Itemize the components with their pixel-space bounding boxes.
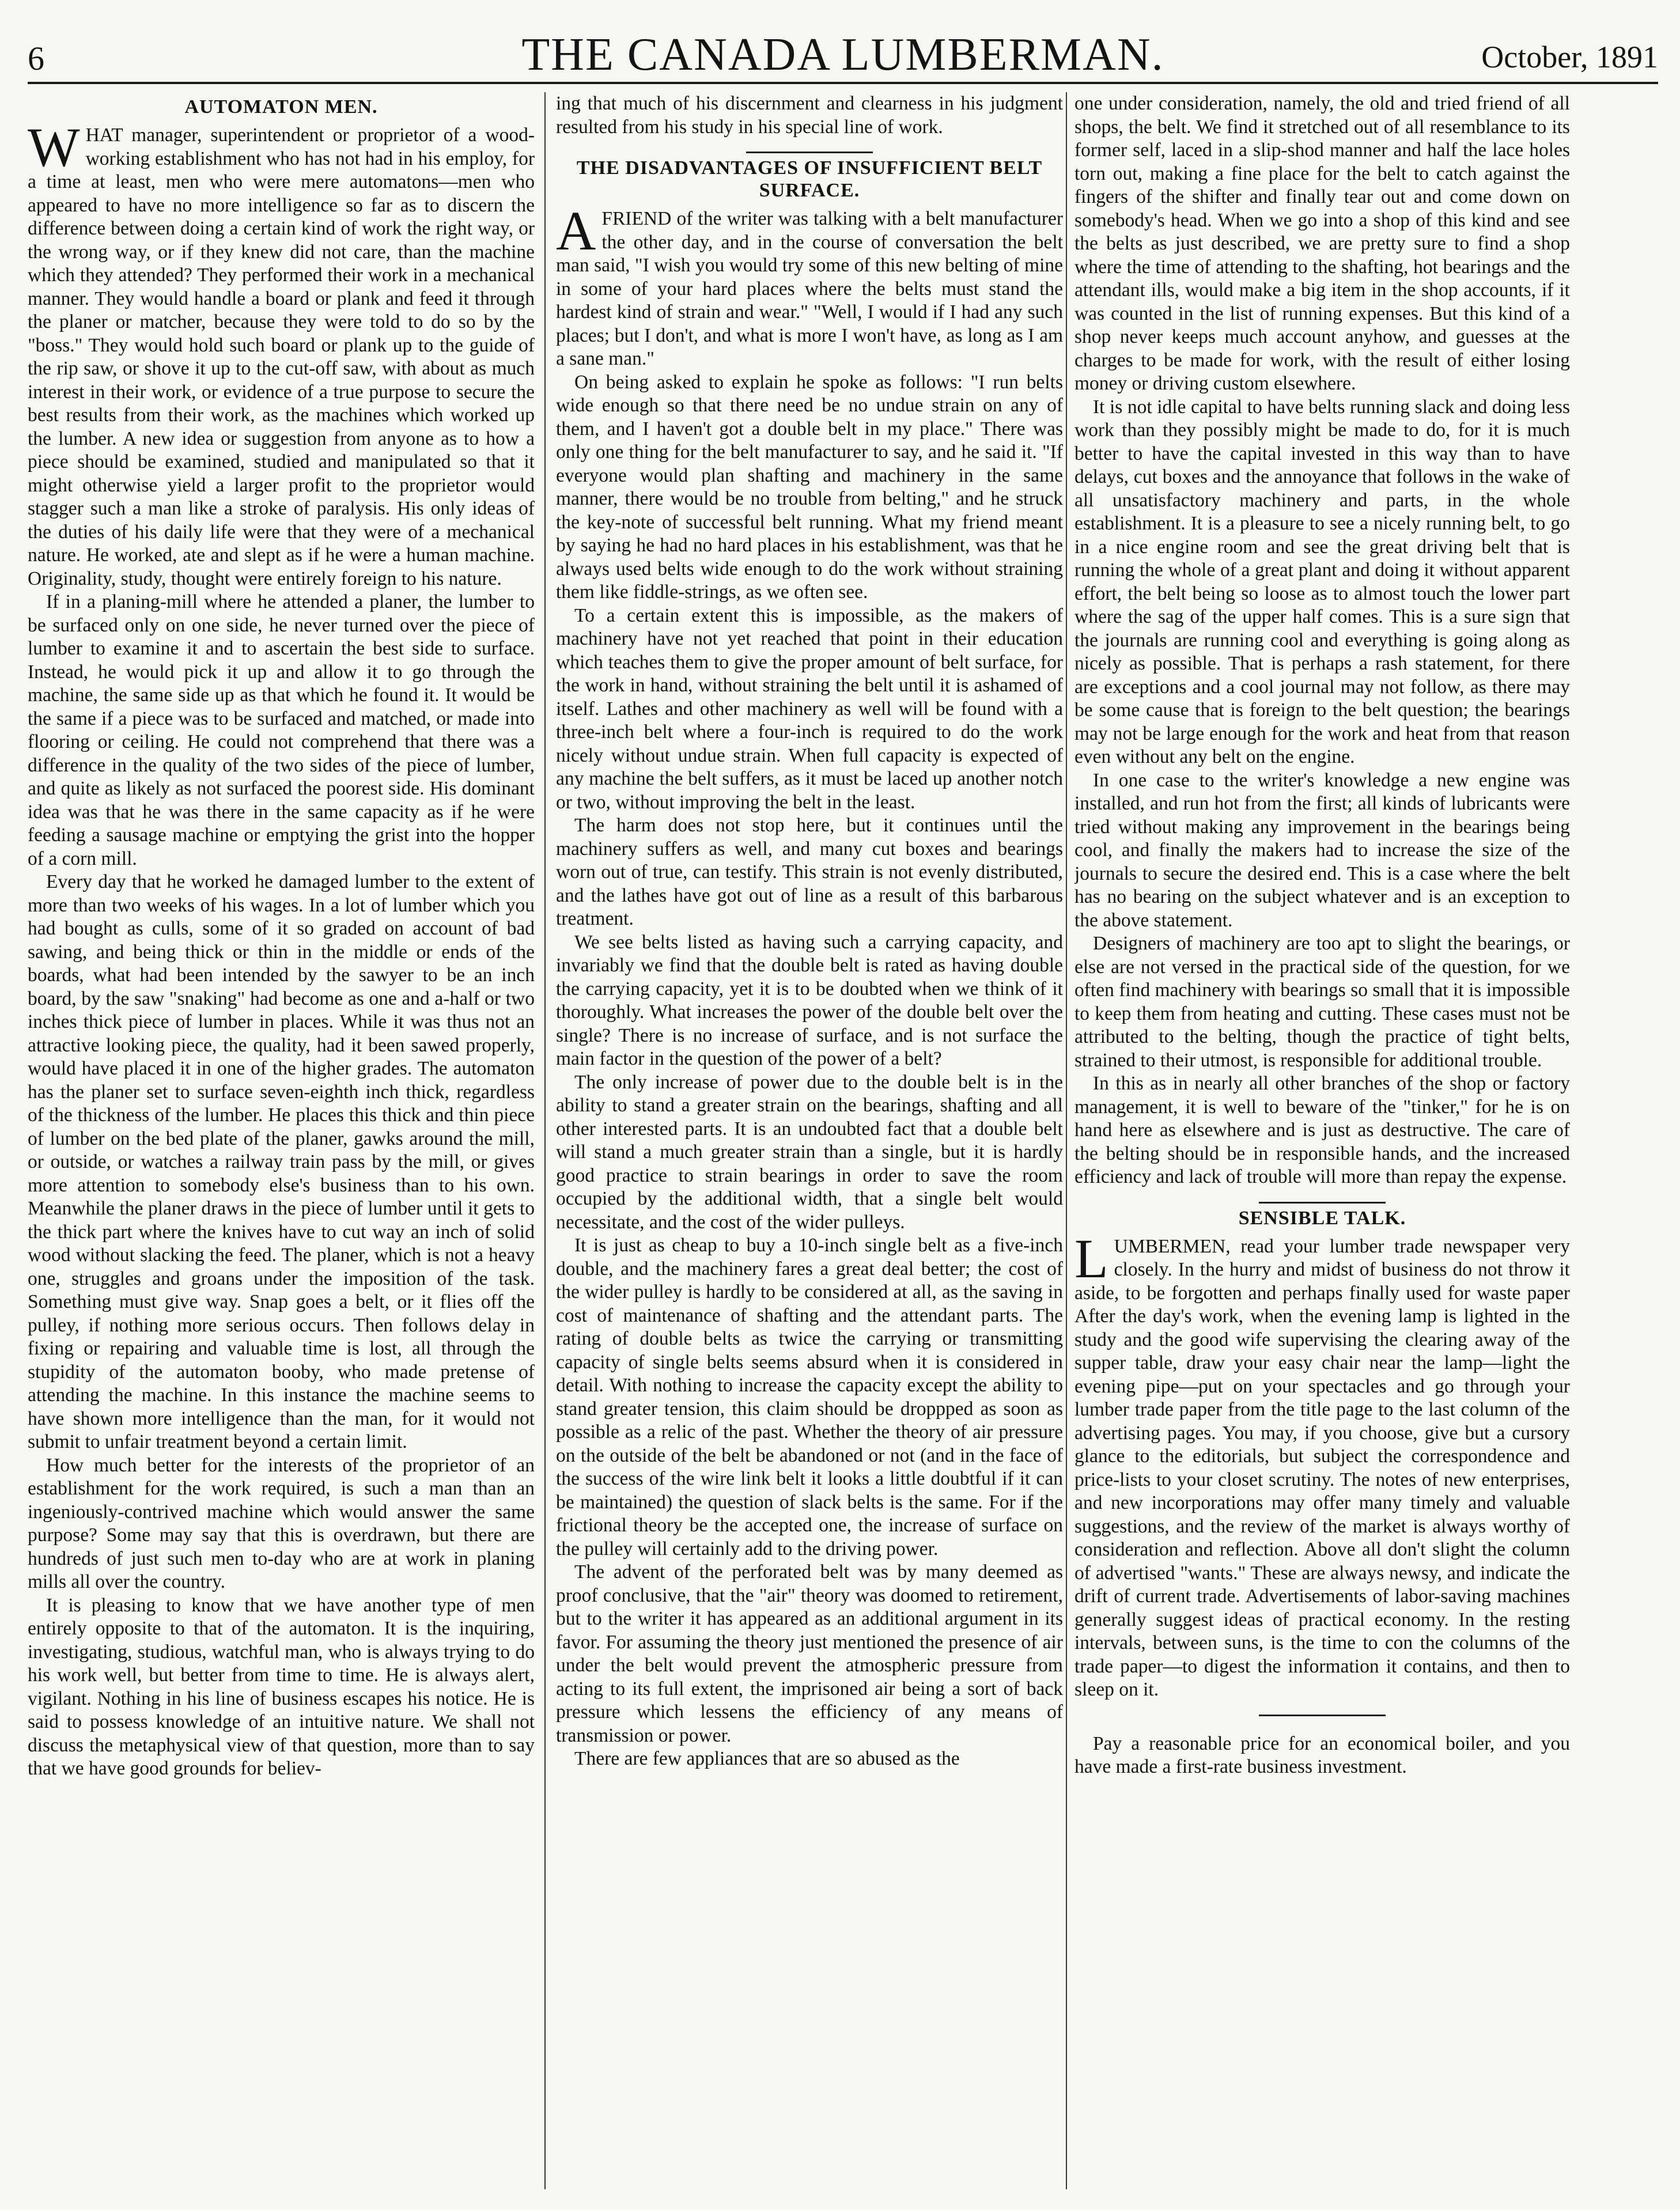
column-divider [1066,92,1067,2189]
section-rule [746,152,873,153]
article-paragraph: Designers of machinery are too apt to slight the bearings, or else are not versed in the practical side of the question, for we often find machinery with bearings so small that it is impossible to keep them from heating and cutting. These cases must not be attributed to the belting, though the practice of tight belts, strained to their utmost, is responsible for additional trouble. [1074,933,1570,1071]
article-continuation: ing that much of his discernment and clearness in his judgment resulted from his study in his special line of work. [556,93,1063,138]
filler-note: Pay a reasonable price for an economical boiler, and you have made a first-rate business investment. [1074,1732,1570,1778]
section-rule [1259,1715,1386,1716]
article-paragraph: one under consideration, namely, the old and tried friend of all shops, the belt. We find it stretched out of all resemblance to its former self, laced in a slip-shod manner and half the lace holes torn out, making a fine place for the belt to catch against the fingers of the shifter and finally tear out and come down on somebody's head. When we go into a shop of this kind and see the belts as just described, we are pretty sure to find a shop where the time of attending to the shafting, hot bearings and the attendant ills, would make a big item in the shop accounts, if it was counted in the list of running expenses. But this kind of a shop never keeps much account anyhow, and guesses at the charges to be made for work, with the result of either losing money or driving custom elsewhere. [1074,93,1570,394]
article-heading-belt-surface: THE DISADVANTAGES OF INSUFFICIENT BELT SURFACE. [576,157,1043,202]
masthead [28,23,1658,81]
article-paragraph: The advent of the perforated belt was by many deemed as proof conclusive, that the "air" theory was doomed to retirement, but to the writer it has appeared as an additional argument in its favor. For assuming the theory just mentioned the presence of air under the belt would prevent the atmospheric pressure from acting to its full extent, the imprisoned air being a sort of back pressure which lessens the efficiency of any means of transmission or power. [556,1561,1063,1746]
article-paragraph: In this as in nearly all other branches of the shop or factory management, it is well to beware of the "tinker," for he is on hand here as elsewhere and is just as destructive. The care of the belting should be in responsible hands, and the increased efficiency and lack of trouble will more than repay the expense. [1074,1073,1570,1187]
issue-date: October, 1891 [1481,40,1658,74]
newspaper-title: THE CANADA LUMBERMAN. [521,29,1164,80]
article-paragraph: The only increase of power due to the double belt is in the ability to stand a greater strain on the bearings, shafting and all other interested parts. It is an undoubted fact that a double belt will stand a much greater strain than a single, but it is hardly good practice to strain bearings in order to save the room occupied by the additional width, that a single belt would necessitate, and the cost of the wider pulleys. [556,1071,1063,1233]
article-paragraph: The harm does not stop here, but it continues until the machinery suffers as well, and many cut boxes and bearings worn out of true, can testify. This strain is not evenly distributed, and the lathes have got out of line as a result of this barbarous treatment. [556,815,1063,930]
article-paragraph: Every day that he worked he damaged lumber to the extent of more than two weeks of his wages. In a lot of lumber which you had bought as culls, some of it so graded on account of bad sawing, and being thick or thin in the middle or ends of the boards, what had been intended by the sawyer to be an inch board, by the saw "snaking" had become as one and a-half or two inches thick piece of lumber in places. While it was thus not an attractive looking piece, the quality, had it been sawed properly, would have placed it in one of the higher grades. The automaton has the planer set to surface seven-eighth inch thick, regardless of the thickness of the lumber. He places this thick and thin piece of lumber on the bed plate of the planer, gawks around the mill, or outside, or watches a railway train pass by the mill, or gives more attention to somebody else's business than to his own. Meanwhile the planer draws in the piece of lumber until it gets to the thick part where the knives have to cut way an inch of solid wood without slacking the feed. The planer, which is not a heavy one, struggles and groans under the imposition of the task. Something must give way. Snap goes a belt, or it flies off the pulley, if nothing more serious occurs. Then follows delay in fixing or repairing and valuable time is lost, all through the stupidity of the automaton booby, who made pretense of attending the machine. In this instance the machine seems to have shown more intelligence than the man, for it would not submit to unfair treatment beyond a certain limit. [28,871,535,1453]
article-paragraph: It is pleasing to know that we have another type of men entirely opposite to that of the automaton. It is the inquiring, investigating, studious, watchful man, who is always trying to do his work well, but better from time to time. He is always alert, vigilant. Nothing in his line of business escapes his notice. He is said to possess knowledge of an intuitive nature. We shall not discuss the metaphysical view of that question, more than to say that we have good grounds for believ- [28,1594,535,1780]
article-paragraph: If in a planing-mill where he attended a planer, the lumber to be surfaced only on one side, he never turned over the piece of lumber to examine it and to ascertain the best side to surface. Instead, he would pick it up and allow it to go through the machine, the same side up as that which he found it. It would be the same if a piece was to be surfaced and matched, or made into flooring or ceiling. He could not comprehend that there was a difference in the quality of the two sides of the piece of lumber, and quite as likely as not surfaced the poorest side. His dominant idea was that he was there in the same capacity as if he were feeding a sausage machine or emptying the grist into the hopper of a corn mill. [28,591,535,869]
column-3 [1074,92,1570,2189]
section-rule [1259,1202,1386,1204]
article-paragraph: We see belts listed as having such a carrying capacity, and invariably we find that the double belt is rated as having double the carrying capacity, yet it is to be doubted when we think of it thoroughly. What increases the power of the double belt over the single? There is no increase of surface, and is not surface the main factor in the question of the power of a belt? [556,931,1063,1070]
article-heading-sensible-talk: SENSIBLE TALK. [1238,1207,1406,1229]
column-1 [28,92,535,2189]
page-number: 6 [28,40,44,77]
article-paragraph: It is not idle capital to have belts running slack and doing less work than they possibly might be made to do, for it is much better to have the capital invested in this way than to have delays, cut boxes and the annoyance that follows in the wake of all unsatisfactory machinery and parts, in the whole establishment. It is a pleasure to see a nicely running belt, to go in a nice engine room and see the great driving belt that is running the whole of a great plant and doing it without apparent effort, the belt being so loose as to almost touch the lower part where the sag of the upper half comes. This is a sure sign that the journals are running cool and everything is going along as nicely as possible. That is perhaps a rash statement, for there are exceptions and a cool journal may not follow, as there may be some cause that is foreign to the belt question; the bearings may not be large enough for the work and heat from that reason even without any belt on the engine. [1074,396,1570,767]
article-paragraph: WHAT manager, superintendent or proprietor of a wood-working establishment who has not had in his employ, for a time at least, men who were mere automatons—men who appeared to have no more intelligence so far as to discern the difference between doing a certain kind of work the right way, or the wrong way, or if they knew did not care, than the machine which they attended? They performed their work in a mechanical manner. They would handle a board or plank and feed it through the planer or matcher, because they were told to do so by the "boss." They would hold such board or plank up to the guide of the rip saw, or shove it up to the cut-off saw, with about as much interest in their work, or evidence of a true purpose to secure the best results from their work, as the machines which worked up the lumber. A new idea or suggestion from anyone as to how a piece should be examined, studied and manipulated so that it might otherwise yield a larger profit to the proprietor would stagger such a man like a stroke of paralysis. His only ideas of the duties of his daily life were that they were of a mechanical nature. He worked, ate and slept as if he were a human machine. Originality, study, thought were entirely foreign to his nature. [28,116,535,589]
article-paragraph: There are few appliances that are so abused as the [574,1748,960,1770]
article-paragraph: On being asked to explain he spoke as follows: "I run belts wide enough so that there need be no undue strain on any of them, and I haven't got a double belt in my place." There was only one thing for the belt manufacturer to say, and he said it. "If everyone would plan shafting and machinery in the same manner, there would be no trouble from belting," and he struck the key-note of successful belt running. What my friend meant by saying he had no hard places in his establishment, was that he always used belts wide enough to do the work without straining them like fiddle-strings, as we often see. [556,371,1063,603]
column-2 [556,92,1063,2189]
article-paragraph: It is just as cheap to buy a 10-inch single belt as a five-inch double, and the machinery fares a great deal better; the cost of the wider pulley is hardly to be considered at all, as the saving in cost of maintenance of shafting and the attendant parts. The rating of double belts as twice the carrying or transmitting capacity of single belts seems absurd when it is considered in detail. With nothing to increase the capacity except the ability to stand greater tension, this claim should be droppped as soon as possible as a relic of the past. Whether the theory of air pressure on the outside of the belt be abandoned or not (and in the face of the success of the wire link belt it looks a little doubtful if it can be maintained) the question of slack belts is the same. For if the frictional theory be the accepted one, the increase of surface on the pulley will certainly add to the driving power. [556,1235,1063,1560]
article-heading-automaton-men: AUTOMATON MEN. [184,96,378,118]
article-paragraph: In one case to the writer's knowledge a new engine was installed, and run hot from the first; all kinds of lubricants were tried without making any improvement in the bearings being cool, and finally the makers had to increase the size of the journals to secure the desired end. This is a case where the belt has no bearing on the subject whatever and is an exception to the above statement. [1074,769,1570,931]
article-paragraph: To a certain extent this is impossible, as the makers of machinery have not yet reached that point in their education which teaches them to give the proper amount of belt surface, for the work in hand, without straining the belt until it is ashamed of itself. Lathes and other machinery as well will be found with a three-inch belt where a four-inch is required to do the work nicely without undue strain. When full capacity is expected of any machine the belt suffers, as it must be laced up another notch or two, without improving the belt in the least. [556,604,1063,813]
article-paragraph: LUMBERMEN, read your lumber trade newspaper very closely. In the hurry and midst of business do not throw it aside, to be forgotten and perhaps finally used for waste paper After the day's work, when the evening lamp is lighted in the study and the good wife supervising the clearing away of the supper table, draw your easy chair near the lamp—light the evening pipe—put on your spectacles and go through your lumber trade paper from the title page to the last column of the advertising pages. You may, if you choose, give but a cursory glance to the editorials, but subject the correspondence and price-lists to your closet scrutiny. The notes of new enterprises, and new incorporations may offer many timely and valuable suggestions, and the review of the market is always worthy of consideration and reflection. Above all don't slight the column of advertised "wants." These are always newsy, and indicate the drift of current trade. Advertisements of labor-saving machines generally suggest ideas of practical economy. In the resting intervals, between suns, is the time to con the columns of the trade paper—to digest the information it contains, and then to sleep on it. [1074,1227,1570,1701]
masthead-rule [28,82,1658,84]
article-paragraph: AFRIEND of the writer was talking with a belt manufacturer the other day, and in the course of conversation the belt man said, "I wish you would try some of this new belting of mine in some of your hard places where the belts must stand the hardest kind of strain and wear." "Well, I would if I had any such places; but I don't, and what is more I won't have, as long as I am a sane man." [556,200,1063,370]
column-divider [544,92,546,2189]
article-paragraph: How much better for the interests of the proprietor of an establishment for the work required, is such a man than an ingeniously-contrived machine which would answer the same purpose? Some may say that this is overdrawn, but there are hundreds of just such men to-day who are at work in planing mills all over the country. [28,1454,535,1593]
